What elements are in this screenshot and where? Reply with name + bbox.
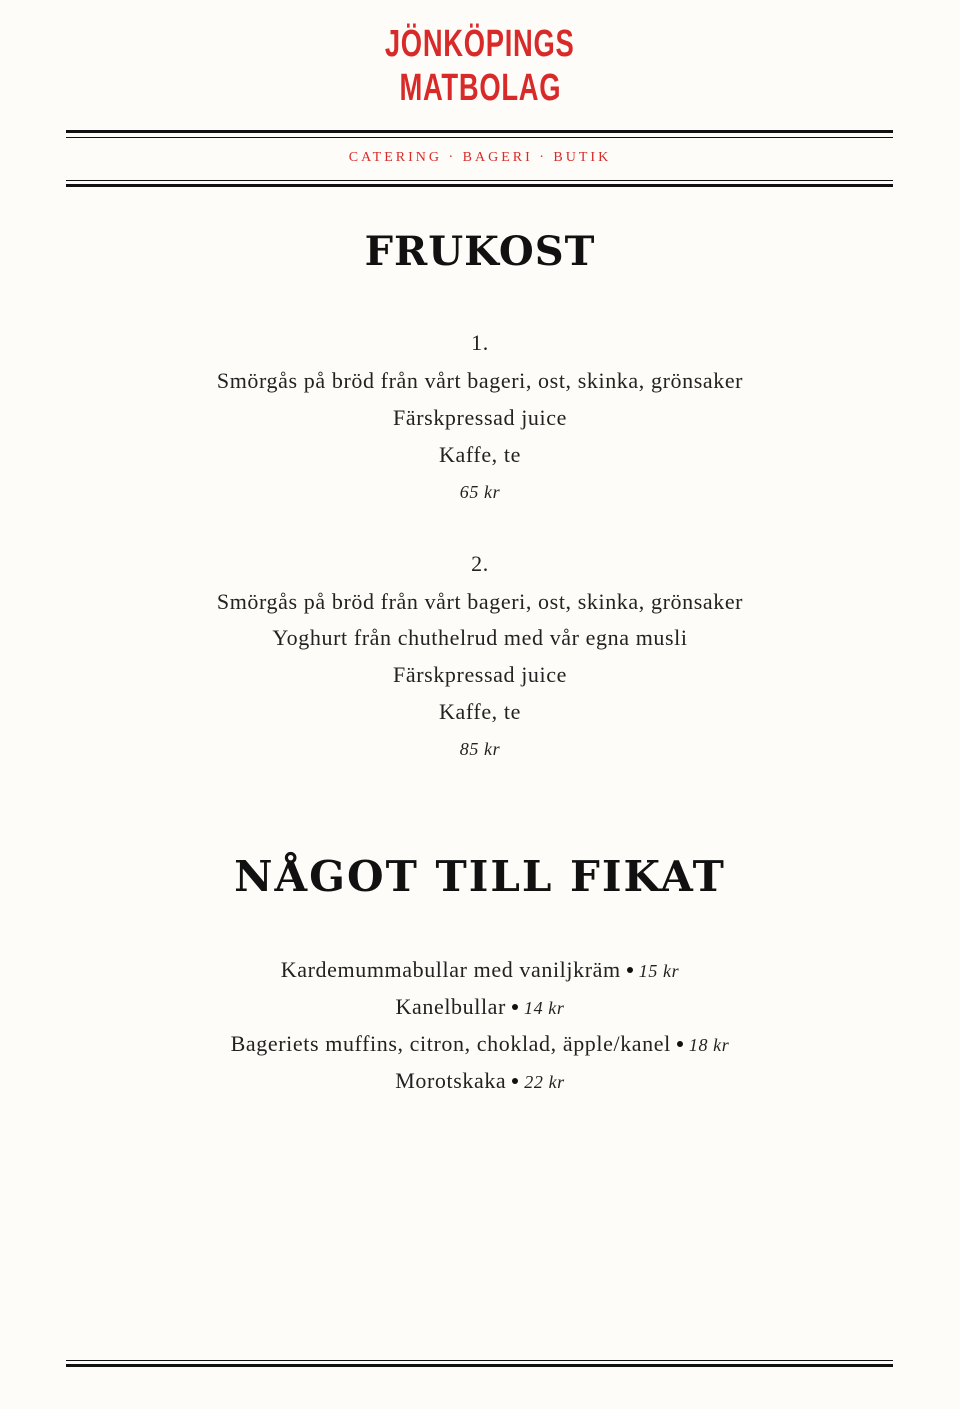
fika-item xyxy=(0,1068,960,1094)
bottom-rule-thin xyxy=(66,1360,893,1361)
option-price: 85 kr xyxy=(459,739,501,759)
top-rule-lower-thin xyxy=(66,180,893,181)
brand-logo xyxy=(0,23,960,114)
tagline: CATERING · BAGERI · BUTIK xyxy=(348,150,612,165)
bottom-rule xyxy=(66,1364,893,1367)
bullet-icon xyxy=(512,1078,518,1084)
fika-item xyxy=(0,1031,960,1057)
fika-item-price: 18 kr xyxy=(688,1035,730,1055)
section-title-frukost: FRUKOST xyxy=(364,228,596,275)
bullet-icon xyxy=(627,967,633,973)
bullet-icon xyxy=(677,1041,683,1047)
top-rule-upper-thin xyxy=(66,137,893,138)
option-price: 65 kr xyxy=(459,482,501,502)
menu-item: Kaffe, te xyxy=(439,699,521,724)
fika-item-name: Kardemummabullar med vaniljkräm xyxy=(280,957,621,982)
menu-item: Smörgås på bröd från vårt bageri, ost, skinka, grönsaker xyxy=(216,589,744,614)
bullet-icon xyxy=(512,1004,518,1010)
fika-item-price: 15 kr xyxy=(638,961,680,981)
fika-item-name: Morotskaka xyxy=(395,1068,507,1093)
option-number: 2. xyxy=(471,551,489,576)
fika-item-price: 22 kr xyxy=(524,1072,565,1092)
option-number: 1. xyxy=(471,330,489,355)
menu-item: Färskpressad juice xyxy=(393,662,567,687)
fika-item xyxy=(0,957,960,983)
menu-item: Yoghurt från chuthelrud med vår egna musli xyxy=(272,625,688,650)
brand-logo-line1: JÖNKÖPINGS xyxy=(385,23,575,65)
menu-item: Kaffe, te xyxy=(439,442,521,467)
fika-item xyxy=(0,994,960,1020)
fika-item-price: 14 kr xyxy=(523,998,565,1018)
top-rule-upper xyxy=(66,130,893,133)
menu-item: Färskpressad juice xyxy=(393,405,567,430)
brand-logo-line2: MATBOLAG xyxy=(399,67,561,109)
top-rule-lower xyxy=(66,184,893,187)
fika-item-name: Kanelbullar xyxy=(395,994,506,1019)
menu-item: Smörgås på bröd från vårt bageri, ost, skinka, grönsaker xyxy=(216,368,744,393)
fika-item-name: Bageriets muffins, citron, choklad, äpple/kanel xyxy=(230,1031,671,1056)
section-title-fika: NÅGOT TILL FIKAT xyxy=(234,852,726,901)
